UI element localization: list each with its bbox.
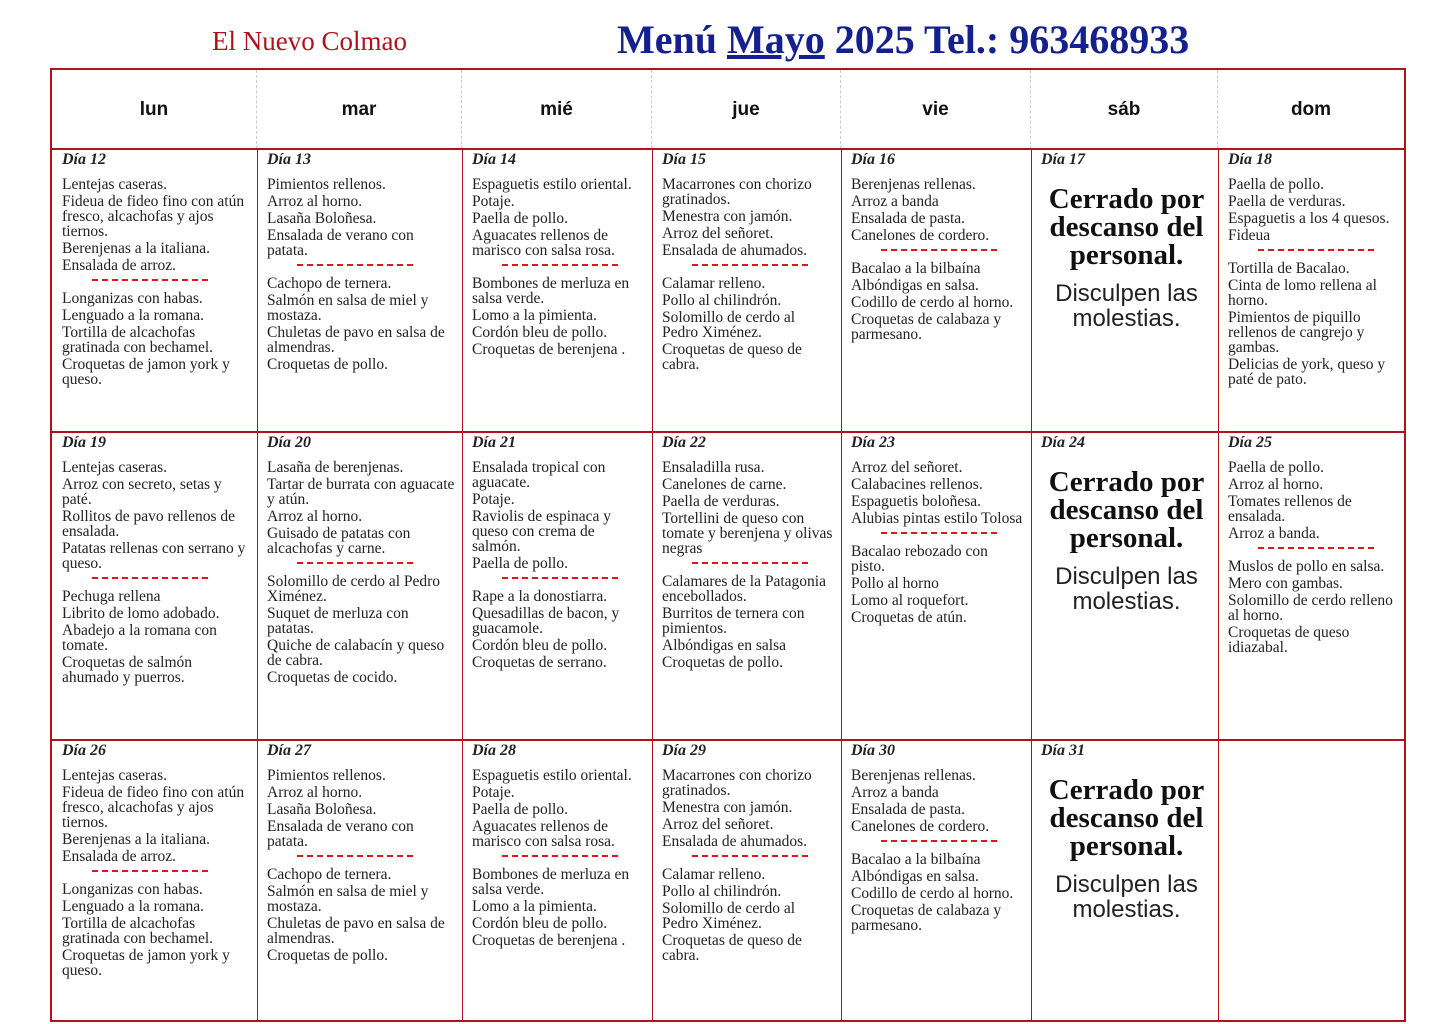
day-cell bbox=[462, 432, 652, 740]
second-course-item: Tortilla de Bacalao. bbox=[1228, 260, 1350, 277]
first-course-item: Ensalada de ahumados. bbox=[662, 833, 808, 850]
weekday-header: sáb bbox=[1031, 70, 1218, 149]
closed-notice bbox=[1041, 185, 1212, 331]
day-cell bbox=[52, 432, 257, 740]
second-course-item: Pollo al chilindrón. bbox=[662, 292, 782, 309]
course-separator bbox=[502, 855, 618, 857]
closed-notice bbox=[1041, 776, 1212, 922]
first-course-item: Lasaña Boloñesa. bbox=[267, 801, 377, 818]
day-label: Día 12 bbox=[62, 151, 106, 168]
first-course-item: Berenjenas a la italiana. bbox=[62, 240, 211, 257]
second-course-item: Lenguado a la romana. bbox=[62, 307, 205, 324]
second-course-item: Quiche de calabacín y queso de cabra. bbox=[267, 637, 445, 669]
day-label: Día 20 bbox=[267, 434, 311, 451]
second-course-item: Croquetas de serrano. bbox=[472, 654, 607, 671]
day-label: Día 25 bbox=[1228, 434, 1272, 451]
day-cell bbox=[257, 740, 462, 1020]
day-cell bbox=[52, 740, 257, 1020]
second-course-item: Codillo de cerdo al horno. bbox=[851, 294, 1014, 311]
first-course-item: Espaguetis estilo oriental. bbox=[472, 176, 632, 193]
second-course-item: Croquetas de salmón ahumado y puerros. bbox=[62, 654, 193, 686]
first-course-item: Fideua de fideo fino con atún fresco, alcachofas y ajos tiernos. bbox=[62, 193, 245, 240]
day-cell bbox=[841, 432, 1031, 740]
second-course-item: Salmón en salsa de miel y mostaza. bbox=[267, 883, 429, 915]
second-course-item: Codillo de cerdo al horno. bbox=[851, 885, 1014, 902]
first-course-item: Ensalada de verano con patata. bbox=[267, 227, 414, 259]
second-course-item: Cachopo de ternera. bbox=[267, 275, 392, 292]
second-course-item: Cordón bleu de pollo. bbox=[472, 324, 608, 341]
first-course-item: Arroz a banda bbox=[851, 784, 939, 801]
course-separator bbox=[92, 870, 208, 872]
weekday-header: vie bbox=[841, 70, 1031, 149]
closed-title: Cerrado por descanso del personal. bbox=[1048, 183, 1205, 271]
second-course-item: Lomo a la pimienta. bbox=[472, 898, 597, 915]
first-course-item: Berenjenas a la italiana. bbox=[62, 831, 211, 848]
first-course-item: Arroz del señoret. bbox=[851, 459, 963, 476]
first-course-item: Ensalada de pasta. bbox=[851, 210, 966, 227]
menu-title-prefix: Menú bbox=[617, 17, 717, 62]
first-course-item: Aguacates rellenos de marisco con salsa rosa. bbox=[472, 818, 615, 850]
second-course-item: Croquetas de jamon york y queso. bbox=[62, 947, 230, 979]
day-label: Día 19 bbox=[62, 434, 106, 451]
day-label: Día 14 bbox=[472, 151, 516, 168]
second-course-item: Pimientos de piquillo rellenos de cangrejo y gambas. bbox=[1228, 309, 1365, 356]
first-course-item: Arroz del señoret. bbox=[662, 225, 774, 242]
closed-note: Disculpen las molestias. bbox=[1055, 280, 1198, 332]
course-separator bbox=[692, 264, 808, 266]
day-cell bbox=[462, 149, 652, 432]
day-cell bbox=[462, 740, 652, 1020]
menu-title bbox=[617, 16, 1189, 63]
first-course-item: Canelones de cordero. bbox=[851, 818, 990, 835]
weekday-header: dom bbox=[1290, 98, 1332, 120]
second-course-item: Croquetas de berenjena . bbox=[472, 341, 626, 358]
course-separator bbox=[881, 840, 997, 842]
second-course-item: Solomillo de cerdo al Pedro Ximénez. bbox=[662, 900, 796, 932]
first-course-item: Rollitos de pavo rellenos de ensalada. bbox=[62, 508, 236, 540]
first-course-item: Arroz a banda. bbox=[1228, 525, 1320, 542]
first-course-item: Ensalada de verano con patata. bbox=[267, 818, 414, 850]
day-label: Día 15 bbox=[662, 151, 706, 168]
first-course-item: Espaguetis estilo oriental. bbox=[472, 767, 632, 784]
first-course-item: Paella de pollo. bbox=[1228, 176, 1324, 193]
second-course-item: Bacalao a la bilbaína bbox=[851, 260, 981, 277]
first-course-item: Guisado de patatas con alcachofas y carne. bbox=[267, 525, 411, 557]
second-course-item: Chuletas de pavo en salsa de almendras. bbox=[267, 324, 445, 356]
first-course-item: Arroz al horno. bbox=[1228, 476, 1324, 493]
first-course-item: Lentejas caseras. bbox=[62, 459, 167, 476]
second-course-item: Cachopo de ternera. bbox=[267, 866, 392, 883]
first-course-item: Raviolis de espinaca y queso con crema de salmón. bbox=[472, 508, 612, 555]
first-course-item: Paella de pollo. bbox=[1228, 459, 1324, 476]
closed-note: Disculpen las molestias. bbox=[1055, 871, 1198, 923]
first-course-item: Pimientos rellenos. bbox=[267, 767, 386, 784]
second-course-item: Suquet de merluza con patatas. bbox=[267, 605, 409, 637]
second-course-item: Quesadillas de bacon, y guacamole. bbox=[472, 605, 620, 637]
day-cell bbox=[841, 740, 1031, 1020]
course-separator bbox=[881, 249, 997, 251]
restaurant-name: El Nuevo Colmao bbox=[212, 26, 407, 56]
course-separator bbox=[92, 577, 208, 579]
day-label: Día 13 bbox=[267, 151, 311, 168]
course-separator bbox=[881, 532, 997, 534]
first-course-item: Arroz al horno. bbox=[267, 193, 363, 210]
first-course-item: Alubias pintas estilo Tolosa bbox=[851, 510, 1023, 527]
second-course-item: Librito de lomo adobado. bbox=[62, 605, 220, 622]
day-label: Día 23 bbox=[851, 434, 895, 451]
second-course-item: Croquetas de pollo. bbox=[267, 356, 388, 373]
menu-title-month: Mayo bbox=[727, 17, 825, 62]
second-course-item: Albóndigas en salsa. bbox=[851, 277, 979, 294]
course-separator bbox=[297, 855, 413, 857]
first-course-item: Paella de verduras. bbox=[662, 493, 780, 510]
first-course-item: Ensalada de ahumados. bbox=[662, 242, 808, 259]
day-cell bbox=[257, 432, 462, 740]
day-cell bbox=[257, 149, 462, 432]
second-course-item: Solomillo de cerdo relleno al horno. bbox=[1228, 592, 1393, 624]
second-course-item: Croquetas de berenjena . bbox=[472, 932, 626, 949]
first-course-item: Tartar de burrata con aguacate y atún. bbox=[267, 476, 455, 508]
second-course-item: Burritos de ternera con pimientos. bbox=[662, 605, 805, 637]
second-course-item: Pollo al chilindrón. bbox=[662, 883, 782, 900]
day-cell bbox=[1031, 740, 1218, 1020]
day-cell bbox=[652, 740, 841, 1020]
day-label: Día 28 bbox=[472, 742, 516, 759]
first-course-item: Paella de verduras. bbox=[1228, 193, 1346, 210]
first-course-item: Arroz a banda bbox=[851, 193, 939, 210]
day-label: Día 29 bbox=[662, 742, 706, 759]
first-course-item: Tomates rellenos de ensalada. bbox=[1228, 493, 1352, 525]
first-course-item: Berenjenas rellenas. bbox=[851, 767, 976, 784]
first-course-item: Menestra con jamón. bbox=[662, 799, 793, 816]
course-separator bbox=[1258, 547, 1374, 549]
first-course-item: Berenjenas rellenas. bbox=[851, 176, 976, 193]
day-label: Día 22 bbox=[662, 434, 706, 451]
second-course-item: Lomo a la pimienta. bbox=[472, 307, 597, 324]
second-course-item: Croquetas de queso de cabra. bbox=[662, 341, 802, 373]
day-cell bbox=[1218, 740, 1404, 1020]
day-cell bbox=[1218, 149, 1404, 432]
day-label: Día 21 bbox=[472, 434, 516, 451]
first-course-item: Lentejas caseras. bbox=[62, 767, 167, 784]
first-course-item: Ensalada de pasta. bbox=[851, 801, 966, 818]
day-label: Día 30 bbox=[851, 742, 895, 759]
second-course-item: Croquetas de cocido. bbox=[267, 669, 398, 686]
second-course-item: Mero con gambas. bbox=[1228, 575, 1343, 592]
first-course-item: Paella de pollo. bbox=[472, 555, 568, 572]
weekday-header: mié bbox=[462, 70, 652, 149]
first-course-item: Arroz con secreto, setas y paté. bbox=[62, 476, 222, 508]
day-label: Día 16 bbox=[851, 151, 895, 168]
first-course-item: Fideua bbox=[1228, 227, 1271, 244]
first-course-item: Tortellini de queso con tomate y berenjena y olivas negras bbox=[662, 510, 833, 557]
day-cell bbox=[52, 149, 257, 432]
second-course-item: Delicias de york, queso y paté de pato. bbox=[1228, 356, 1386, 388]
day-label: Día 17 bbox=[1041, 151, 1085, 168]
course-separator bbox=[692, 855, 808, 857]
second-course-item: Cordón bleu de pollo. bbox=[472, 637, 608, 654]
second-course-item: Calamar relleno. bbox=[662, 275, 766, 292]
first-course-item: Ensalada tropical con aguacate. bbox=[472, 459, 606, 491]
second-course-item: Croquetas de pollo. bbox=[662, 654, 783, 671]
first-course-item: Lentejas caseras. bbox=[62, 176, 167, 193]
first-course-item: Ensaladilla rusa. bbox=[662, 459, 765, 476]
first-course-item: Fideua de fideo fino con atún fresco, alcachofas y ajos tiernos. bbox=[62, 784, 245, 831]
course-separator bbox=[297, 264, 413, 266]
second-course-item: Longanizas con habas. bbox=[62, 881, 203, 898]
second-course-item: Croquetas de jamon york y queso. bbox=[62, 356, 230, 388]
course-separator bbox=[692, 562, 808, 564]
first-course-item: Paella de pollo. bbox=[472, 801, 568, 818]
second-course-item: Bacalao rebozado con pisto. bbox=[851, 543, 988, 575]
second-course-item: Calamares de la Patagonia encebollados. bbox=[662, 573, 826, 605]
first-course-item: Ensalada de arroz. bbox=[62, 257, 177, 274]
first-course-item: Lasaña Boloñesa. bbox=[267, 210, 377, 227]
second-course-item: Pechuga rellena bbox=[62, 588, 161, 605]
first-course-item: Espaguetis boloñesa. bbox=[851, 493, 982, 510]
first-course-item: Lasaña de berenjenas. bbox=[267, 459, 404, 476]
first-course-item: Macarrones con chorizo gratinados. bbox=[662, 176, 812, 208]
day-label: Día 24 bbox=[1041, 434, 1085, 451]
day-label: Día 27 bbox=[267, 742, 311, 759]
day-cell bbox=[1031, 432, 1218, 740]
second-course-item: Muslos de pollo en salsa. bbox=[1228, 558, 1385, 575]
first-course-item: Espaguetis a los 4 quesos. bbox=[1228, 210, 1390, 227]
first-course-item: Calabacines rellenos. bbox=[851, 476, 983, 493]
second-course-item: Salmón en salsa de miel y mostaza. bbox=[267, 292, 429, 324]
first-course-item: Menestra con jamón. bbox=[662, 208, 793, 225]
second-course-item: Bacalao a la bilbaína bbox=[851, 851, 981, 868]
second-course-item: Lenguado a la romana. bbox=[62, 898, 205, 915]
second-course-item: Bombones de merluza en salsa verde. bbox=[472, 275, 630, 307]
first-course-item: Macarrones con chorizo gratinados. bbox=[662, 767, 812, 799]
second-course-item: Rape a la donostiarra. bbox=[472, 588, 608, 605]
first-course-item: Canelones de carne. bbox=[662, 476, 787, 493]
second-course-item: Croquetas de atún. bbox=[851, 609, 967, 626]
second-course-item: Longanizas con habas. bbox=[62, 290, 203, 307]
closed-note: Disculpen las molestias. bbox=[1055, 563, 1198, 615]
first-course-item: Aguacates rellenos de marisco con salsa rosa. bbox=[472, 227, 615, 259]
second-course-item: Croquetas de pollo. bbox=[267, 947, 388, 964]
second-course-item: Croquetas de calabaza y parmesano. bbox=[851, 902, 1002, 934]
second-course-item: Croquetas de calabaza y parmesano. bbox=[851, 311, 1002, 343]
second-course-item: Croquetas de queso idiazabal. bbox=[1228, 624, 1350, 656]
first-course-item: Arroz al horno. bbox=[267, 784, 363, 801]
second-course-item: Albóndigas en salsa bbox=[662, 637, 786, 654]
second-course-item: Bombones de merluza en salsa verde. bbox=[472, 866, 630, 898]
first-course-item: Arroz del señoret. bbox=[662, 816, 774, 833]
course-separator bbox=[297, 562, 413, 564]
first-course-item: Potaje. bbox=[472, 784, 515, 801]
second-course-item: Cinta de lomo rellena al horno. bbox=[1228, 277, 1377, 309]
second-course-item: Cordón bleu de pollo. bbox=[472, 915, 608, 932]
second-course-item: Tortilla de alcachofas gratinada con bechamel. bbox=[62, 915, 214, 947]
menu-calendar-grid bbox=[50, 68, 1406, 1022]
weekday-header: mar bbox=[257, 70, 462, 149]
weekday-header: jue bbox=[652, 70, 841, 149]
day-cell bbox=[1218, 432, 1404, 740]
first-course-item: Canelones de cordero. bbox=[851, 227, 990, 244]
second-course-item: Solomillo de cerdo al Pedro Ximénez. bbox=[662, 309, 796, 341]
second-course-item: Croquetas de queso de cabra. bbox=[662, 932, 802, 964]
second-course-item: Lomo al roquefort. bbox=[851, 592, 969, 609]
second-course-item: Pollo al horno bbox=[851, 575, 939, 592]
menu-title-suffix: 2025 Tel.: 963468933 bbox=[834, 17, 1190, 62]
closed-notice bbox=[1041, 468, 1212, 614]
weekday-header: lun bbox=[52, 70, 257, 149]
first-course-item: Arroz al horno. bbox=[267, 508, 363, 525]
day-cell bbox=[652, 149, 841, 432]
first-course-item: Pimientos rellenos. bbox=[267, 176, 386, 193]
course-separator bbox=[1258, 249, 1374, 251]
second-course-item: Chuletas de pavo en salsa de almendras. bbox=[267, 915, 445, 947]
first-course-item: Paella de pollo. bbox=[472, 210, 568, 227]
first-course-item: Ensalada de arroz. bbox=[62, 848, 177, 865]
closed-title: Cerrado por descanso del personal. bbox=[1048, 774, 1205, 862]
day-label: Día 18 bbox=[1228, 151, 1272, 168]
first-course-item: Potaje. bbox=[472, 491, 515, 508]
second-course-item: Calamar relleno. bbox=[662, 866, 766, 883]
day-cell bbox=[841, 149, 1031, 432]
day-label: Día 31 bbox=[1041, 742, 1085, 759]
second-course-item: Albóndigas en salsa. bbox=[851, 868, 979, 885]
first-course-item: Potaje. bbox=[472, 193, 515, 210]
course-separator bbox=[502, 577, 618, 579]
day-cell bbox=[1031, 149, 1218, 432]
first-course-item: Patatas rellenas con serrano y queso. bbox=[62, 540, 246, 572]
closed-title: Cerrado por descanso del personal. bbox=[1048, 466, 1205, 554]
second-course-item: Abadejo a la romana con tomate. bbox=[62, 622, 217, 654]
course-separator bbox=[502, 264, 618, 266]
second-course-item: Tortilla de alcachofas gratinada con bechamel. bbox=[62, 324, 214, 356]
course-separator bbox=[92, 279, 208, 281]
day-label: Día 26 bbox=[62, 742, 106, 759]
second-course-item: Solomillo de cerdo al Pedro Ximénez. bbox=[267, 573, 441, 605]
day-cell bbox=[652, 432, 841, 740]
